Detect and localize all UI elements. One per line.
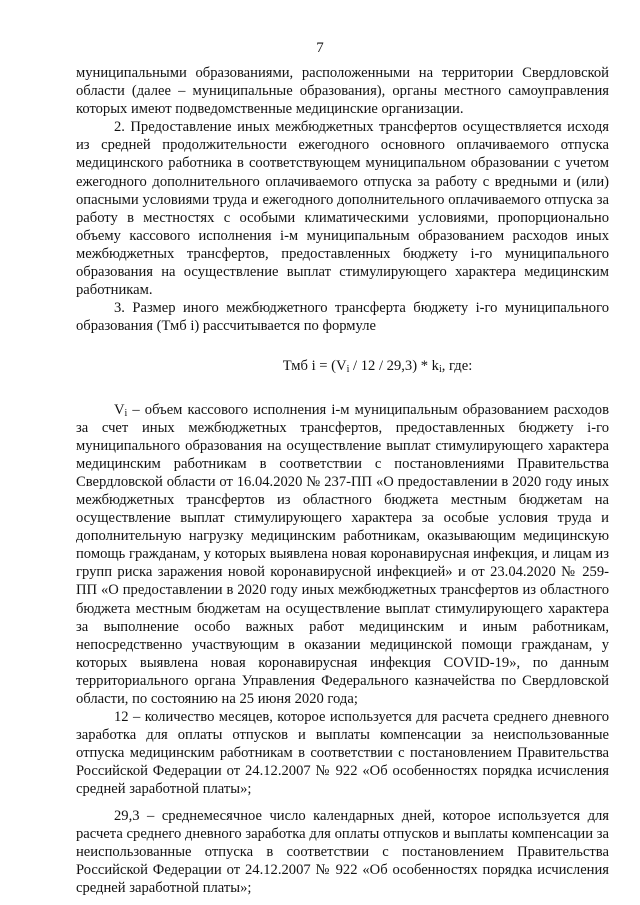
paragraph-12-definition: 12 – количество месяцев, которое используется для расчета среднего дневного заработка для оплаты отпусков и выплаты компенсации за неиспользованные отпуска медицинским работникам в соответствии с постановлением Правительства Российской Федерации от 24.12.2007 № 922 «Об особенностях порядка исчисления средней заработной платы»;	[76, 709, 609, 798]
formula	[76, 357, 609, 375]
document-body	[76, 64, 609, 897]
paragraph-vi-definition	[76, 401, 609, 709]
vi-symbol: V	[114, 401, 125, 418]
formula-sub-v: i	[346, 364, 350, 376]
vi-text: – объем кассового исполнения i-м муниципальным образованием расходов за счет иных межбюджетных трансфертов, предоставленных бюджету i-го муниципального образования на осуществление выплат стимулирующего характера медицинским работникам в соответствии с постановлениями Правительства Свердловской области от 16.04.2020 № 237-ПП «О предоставлении в 2020 году иных межбюджетных трансфертов из областного бюджета местным бюджетам на осуществление выплат стимулирующего характера за особые условия труда и дополнительную нагрузку медицинским работникам, оказывающим медицинскую помощь гражданам, у которых выявлена новая коронавирусная инфекция, и лицам из групп риска заражения новой коронавирусной инфекцией» и от 23.04.2020 № 259-ПП «О предоставлении в 2020 году иных межбюджетных трансфертов из областного бюджета местным бюджетам на осуществление выплат стимулирующего характера за выполнение особо важных работ медицинским и иным работникам, непосредственно участвующим в оказании медицинской помощи гражданам, у которых выявлена новая коронавирусная инфекция COVID-19», по данным территориального органа Управления Федерального казначейства по Свердловской области, по состоянию на 25 июня 2020 года;	[76, 401, 609, 707]
formula-part-b: / 12 / 29,3) * k	[349, 358, 439, 375]
paragraph-2: 2. Предоставление иных межбюджетных трансфертов осуществляется исходя из средней продолжительности ежегодного основного оплачиваемого отпуска медицинского работника в соответствующем муниципальном образовании с учетом ежегодного дополнительного оплачиваемого отпуска за работу с вредными и (или) опасными условиями труда и ежегодного дополнительного оплачиваемого отпуска за работу в местностях с особыми климатическими условиями, пропорционально объему кассового исполнения i-м муниципальным образованием расходов иных межбюджетных трансфертов, предоставленных бюджету i-го муниципального образования на осуществление выплат стимулирующего характера медицинским работникам.	[76, 119, 609, 299]
paragraph-intro: муниципальными образованиями, расположенными на территории Свердловской области (далее – муниципальные образования), органы местного самоуправления которых имеют подведомственные медицинские организации.	[76, 65, 609, 118]
paragraph-29-3-definition: 29,3 – среднемесячное число календарных дней, которое используется для расчета среднего дневного заработка для оплаты отпусков и выплаты компенсации за неиспользованные отпуска в соответствии с постановлением Правительства Российской Федерации от 24.12.2007 № 922 «Об особенностях порядка исчисления средней заработной платы»;	[76, 807, 609, 896]
formula-part-c: , где:	[441, 358, 473, 375]
vi-sub: i	[124, 407, 128, 419]
formula-sub-k: i	[438, 364, 442, 376]
formula-part-a: Тмб i = (V	[282, 358, 347, 375]
page-number: 7	[316, 40, 324, 56]
paragraph-3: 3. Размер иного межбюджетного трансферта бюджету i-го муниципального образования (Тмб i) рассчитывается по формуле	[76, 300, 609, 335]
